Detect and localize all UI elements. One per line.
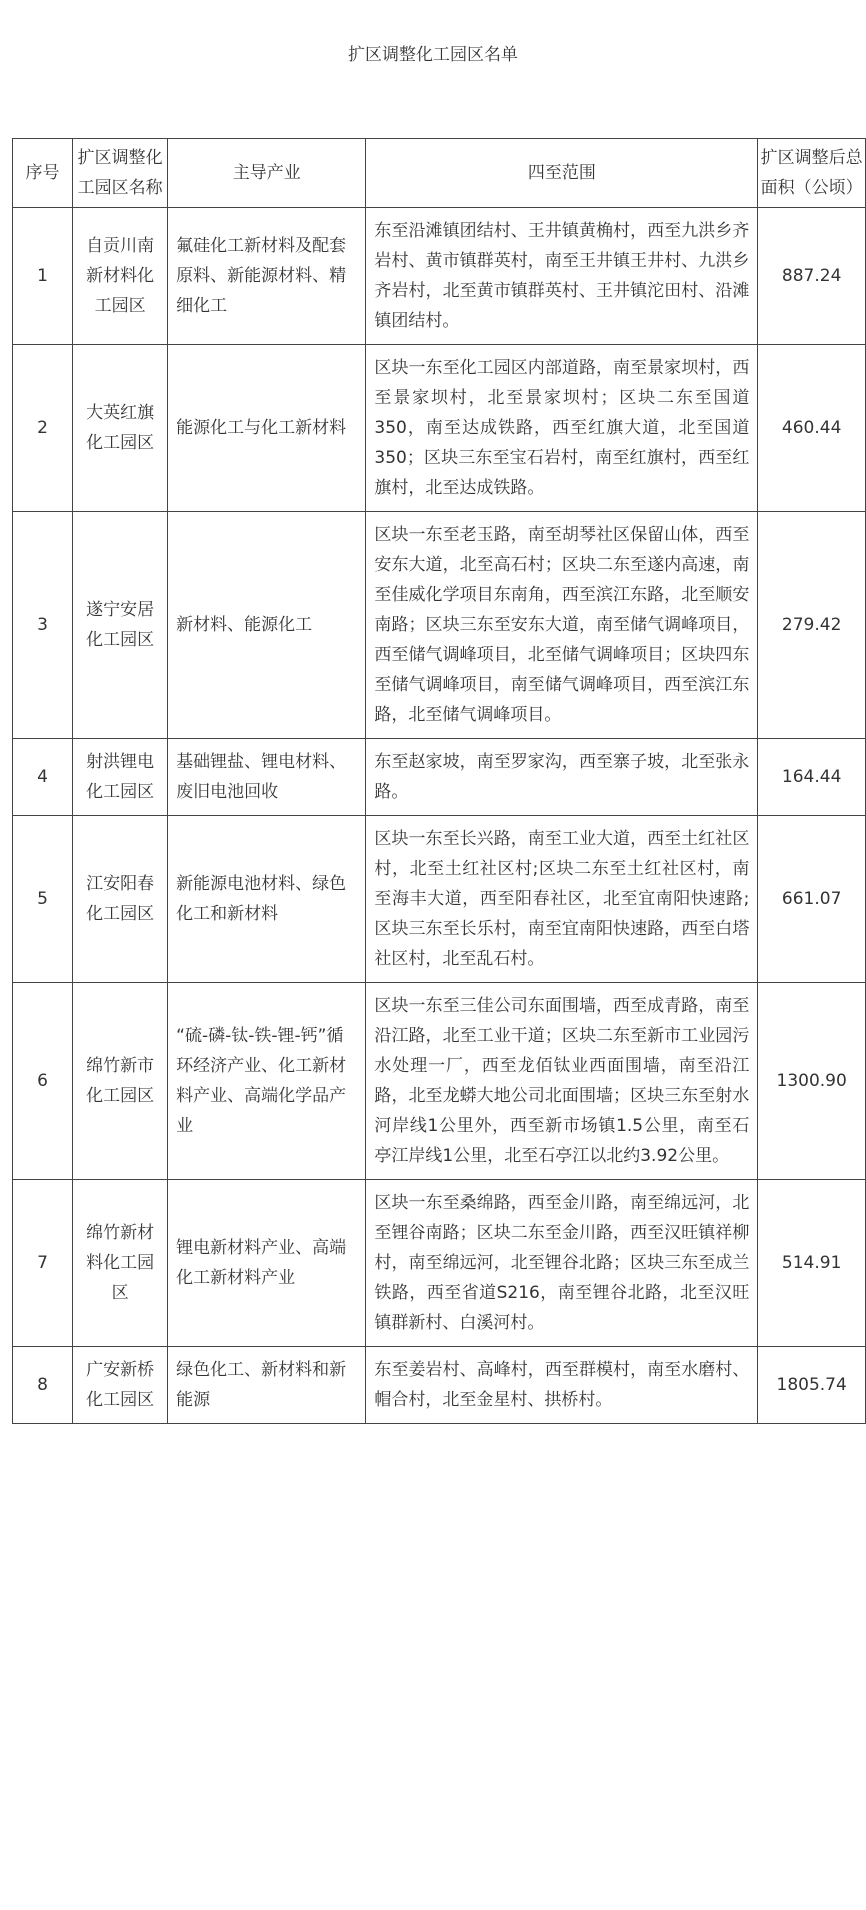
- header-index: 序号: [13, 139, 73, 208]
- row-park-name: 绵竹新材料化工园区: [73, 1180, 168, 1347]
- row-park-name: 自贡川南新材料化工园区: [73, 208, 168, 345]
- row-index: 2: [13, 345, 73, 512]
- row-park-name: 广安新桥化工园区: [73, 1347, 168, 1424]
- table-row: [13, 1347, 866, 1424]
- row-boundary: 东至赵家坡，南至罗家沟，西至寨子坡，北至张永路。: [366, 739, 758, 816]
- row-park-name: 射洪锂电化工园区: [73, 739, 168, 816]
- row-park-name: 遂宁安居化工园区: [73, 512, 168, 739]
- table-row: [13, 983, 866, 1180]
- row-index: 4: [13, 739, 73, 816]
- row-boundary: 区块一东至桑绵路，西至金川路，南至绵远河，北至锂谷南路；区块二东至金川路，西至汉旺镇祥柳村，南至绵远河，北至锂谷北路；区块三东至成兰铁路，西至省道S216，南至锂谷北路，北至汉旺镇群新村、白溪河村。: [366, 1180, 758, 1347]
- row-index: 6: [13, 983, 73, 1180]
- row-area: 1805.74: [758, 1347, 866, 1424]
- row-park-name: 大英红旗化工园区: [73, 345, 168, 512]
- row-industry: 氟硅化工新材料及配套原料、新能源材料、精细化工: [168, 208, 366, 345]
- row-industry: 能源化工与化工新材料: [168, 345, 366, 512]
- row-index: 1: [13, 208, 73, 345]
- row-industry: 新能源电池材料、绿色化工和新材料: [168, 816, 366, 983]
- row-area: 279.42: [758, 512, 866, 739]
- park-list-table: [12, 138, 866, 1424]
- row-boundary: 东至姜岩村、高峰村，西至群模村，南至水磨村、帽合村，北至金星村、拱桥村。: [366, 1347, 758, 1424]
- table-row: [13, 739, 866, 816]
- header-name: 扩区调整化工园区名称: [73, 139, 168, 208]
- header-boundary: 四至范围: [366, 139, 758, 208]
- row-industry: 绿色化工、新材料和新能源: [168, 1347, 366, 1424]
- row-boundary: 区块一东至长兴路，南至工业大道，西至土红社区村，北至土红社区村;区块二东至土红社区村，南至海丰大道，西至阳春社区，北至宜南阳快速路;区块三东至长乐村，南至宜南阳快速路，西至白塔社区村，北至乱石村。: [366, 816, 758, 983]
- table-row: [13, 512, 866, 739]
- row-park-name: 绵竹新市化工园区: [73, 983, 168, 1180]
- header-industry: 主导产业: [168, 139, 366, 208]
- row-industry: 基础锂盐、锂电材料、废旧电池回收: [168, 739, 366, 816]
- row-index: 8: [13, 1347, 73, 1424]
- row-industry: 新材料、能源化工: [168, 512, 366, 739]
- row-area: 164.44: [758, 739, 866, 816]
- row-boundary: 区块一东至老玉路，南至胡琴社区保留山体，西至安东大道，北至高石村；区块二东至遂内高速，南至佳威化学项目东南角，西至滨江东路，北至顺安南路；区块三东至安东大道，南至储气调峰项目，西至储气调峰项目，北至储气调峰项目；区块四东至储气调峰项目，南至储气调峰项目，西至滨江东路，北至储气调峰项目。: [366, 512, 758, 739]
- row-index: 5: [13, 816, 73, 983]
- table-row: [13, 1180, 866, 1347]
- row-boundary: 东至沿滩镇团结村、王井镇黄桷村，西至九洪乡齐岩村、黄市镇群英村，南至王井镇王井村、九洪乡齐岩村，北至黄市镇群英村、王井镇沱田村、沿滩镇团结村。: [366, 208, 758, 345]
- row-area: 514.91: [758, 1180, 866, 1347]
- table-row: [13, 816, 866, 983]
- row-boundary: 区块一东至化工园区内部道路，南至景家坝村，西至景家坝村，北至景家坝村；区块二东至国道350，南至达成铁路，西至红旗大道，北至国道350；区块三东至宝石岩村，南至红旗村，西至红旗村，北至达成铁路。: [366, 345, 758, 512]
- row-industry: 锂电新材料产业、高端化工新材料产业: [168, 1180, 366, 1347]
- row-index: 7: [13, 1180, 73, 1347]
- page-title: 扩区调整化工园区名单: [348, 45, 518, 65]
- row-area: 887.24: [758, 208, 866, 345]
- row-park-name: 江安阳春化工园区: [73, 816, 168, 983]
- row-area: 1300.90: [758, 983, 866, 1180]
- header-area: 扩区调整后总面积（公顷）: [758, 139, 866, 208]
- row-index: 3: [13, 512, 73, 739]
- table-row: [13, 345, 866, 512]
- row-boundary: 区块一东至三佳公司东面围墙，西至成青路，南至沿江路，北至工业干道；区块二东至新市工业园污水处理一厂，西至龙佰钛业西面围墙，南至沿江路，北至龙蟒大地公司北面围墙；区块三东至射水河岸线1公里外，西至新市场镇1.5公里，南至石亭江岸线1公里，北至石亭江以北约3.92公里。: [366, 983, 758, 1180]
- table-header-row: [13, 139, 866, 208]
- row-area: 460.44: [758, 345, 866, 512]
- table-row: [13, 208, 866, 345]
- row-area: 661.07: [758, 816, 866, 983]
- row-industry: “硫-磷-钛-铁-锂-钙”循环经济产业、化工新材料产业、高端化学品产业: [168, 983, 366, 1180]
